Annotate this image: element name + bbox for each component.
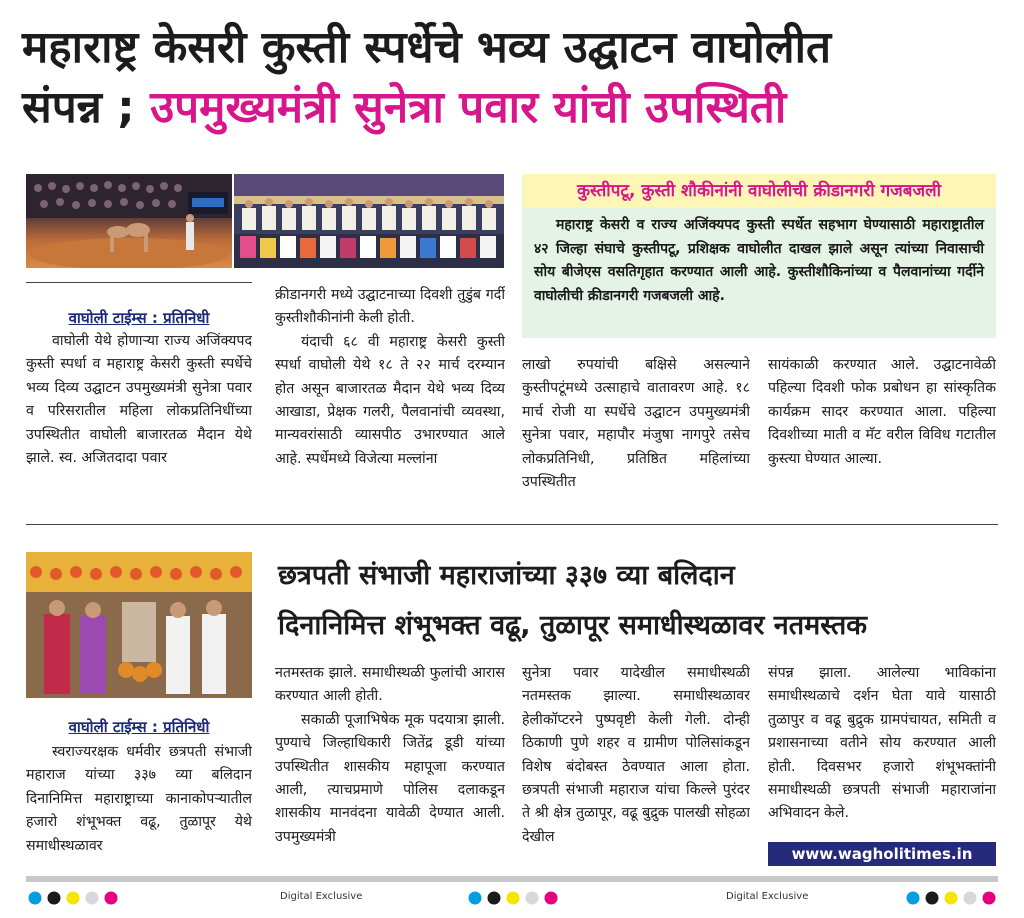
samadhi-tribute-photo <box>26 552 252 698</box>
story1-column-1: वाघोली येथे होणाऱ्या राज्य अजिंक्यपद कुस्ती स्पर्धा व महाराष्ट्र केसरी कुस्ती स्पर्धेचे भव्य दिव्य उद्घाटन उपमुख्यमंत्री सुनेत्रा पवार व परिसरातील महिला लोकप्रतिनिधींच्या उपस्थितीत वाघोली बाजारतळ मैदान येथे झाले. स्व. अजितदादा पवार <box>26 333 252 467</box>
section-divider <box>26 524 998 525</box>
story1-column-4: सायंकाळी करण्यात आले. उद्घाटनावेळी पहिल्या दिवशी फोक प्रबोधन हा सांस्कृतिक कार्यक्रम सादर करण्यात आला. पहिल्या दिवशीच्या माती व मॅट वरील विविध गटातील कुस्त्या घेण्यात आल्या. <box>768 357 996 467</box>
main-headline-line2 <box>22 80 1012 136</box>
story2-byline: वाघोली टाईम्स : प्रतिनिधी <box>68 718 210 736</box>
registration-marks-left <box>28 890 124 904</box>
sidebar-text: महाराष्ट्र केसरी व राज्य अजिंक्यपद कुस्ती स्पर्धेत सहभाग घेण्यासाठी महाराष्ट्रातील ४२ जिल्हा संघाचे कुस्तीपटू, प्रशिक्षक वाघोलीत दाखल झाले असून त्यांच्या निवासाची सोय बीजेएस वसतिगृहात करण्यात आली आहे. कुस्तीशौकिनांच्या व पैलवानांच्या गर्दीने वाघोलीची क्रीडानगरी गजबजली आहे. <box>534 217 984 304</box>
story2-headline-line1: छत्रपती संभाजी महाराजांच्या ३३७ व्या बलिदान <box>278 560 735 591</box>
story2-column-2 <box>275 662 505 865</box>
registration-marks-center <box>468 890 564 904</box>
website-link[interactable]: www.wagholitimes.in <box>768 842 996 866</box>
story1-column-3: लाखो रुपयांची बक्षिसे असल्याने कुस्तीपटूंमध्ये उत्साहाचे वातावरण आहे. १८ मार्च रोजी या स्पर्धेचे उद्घाटन उपमुख्यमंत्री सुनेत्रा पवार, महापौर मंजुषा नागपुरे तसेच लोकप्रतिनिधी, प्रतिष्ठित महिलांच्या उपस्थितीत <box>522 357 750 491</box>
story2-col2-para1: नतमस्तक झाले. समाधीस्थळी फुलांची आरास करण्यात आली होती. <box>275 665 505 705</box>
footer-label-right: Digital Exclusive <box>726 891 809 902</box>
wrestling-bout-photo <box>26 174 232 268</box>
story1-byline: वाघोली टाईम्स : प्रतिनिधी <box>68 309 210 327</box>
footer-label-center: Digital Exclusive <box>280 891 363 902</box>
registration-marks-right <box>906 890 1002 904</box>
story1-column-2 <box>275 284 505 518</box>
headline-pink-part: उपमुख्यमंत्री सुनेत्रा पवार यांची उपस्थिती <box>150 82 787 133</box>
story2-col2-para2: सकाळी पूजाभिषेक मूक पदयात्रा झाली. पुण्याचे जिल्हाधिकारी जितेंद्र डूडी यांच्या उपस्थितीत शासकीय महापूजा करण्यात आली, त्याचप्रमाणे पोलिस दलाकडून शासकीय मानवंदना यावेळी देण्यात आली. उपमुख्यमंत्री <box>275 711 505 845</box>
sidebar-box <box>522 208 996 338</box>
story1-col2-para1: क्रीडानगरी मध्ये उद्घाटनाच्या दिवशी तुडुंब गर्दी कुस्तीशौकीनांनी केली होती. <box>275 287 505 327</box>
sidebar-title: कुस्तीपटू, कुस्ती शौकीनांनी वाघोलीची क्रीडानगरी गजबजली <box>576 181 942 201</box>
story2-column-3: सुनेत्रा पवार यादेखील समाधीस्थळी नतमस्तक झाल्या. समाधीस्थळावर हेलीकॉप्टरने पुष्पवृष्टी केली गेली. दोन्ही ठिकाणी पुणे शहर व ग्रामीण पोलिसांकडून विशेष बंदोबस्त ठेवण्यात आला होता. छत्रपती संभाजी महाराज यांचा किल्ले पुरंदर ते श्री क्षेत्र तुळापूर, वढू बुद्रुक पालखी सोहळा देखील <box>522 665 750 845</box>
story2-column-4: संपन्न झाला. आलेल्या भाविकांना समाधीस्थळाचे दर्शन घेता यावे यासाठी तुळापुर व वढू बुद्रुक ग्रामपंचायत, समिती व प्रशासनाच्या वतीने सोय करण्यात आली होती. दिवसभर हजारो शंभूभक्तांनी समाधीस्थळी छत्रपती संभाजी महाराजांना अभिवादन केले. <box>768 665 996 822</box>
story1-col2-para2: यंदाची ६८ वी महाराष्ट्र केसरी कुस्ती स्पर्धा वाघोली येथे १८ ते २२ मार्च दरम्यान होत असून बाजारतळ मैदान येथे भव्य दिव्य आखाडा, प्रेक्षक गलरी, पैलवानांची व्यवस्था, मान्यवरांसाठी व्यासपीठ उभारण्यात आले आहे. स्पर्धेमध्ये विजेत्या मल्लांना <box>275 333 505 467</box>
story2-headline-line2: दिनानिमित्त शंभूभक्त वढू, तुळापूर समाधीस्थळावर नतमस्तक <box>278 610 867 641</box>
byline-rule <box>26 282 252 283</box>
story2-column-1: स्वराज्यरक्षक धर्मवीर छत्रपती संभाजी महाराज यांच्या ३३७ व्या बलिदान दिनानिमित्त महाराष्ट्राच्या कानाकोपऱ्यातील हजारो शंभूभक्त वढू, तुळापूर येथे समाधीस्थळावर <box>26 744 252 854</box>
dignitaries-stage-photo <box>234 174 504 268</box>
headline-black-part: संपन्न ; <box>22 82 151 133</box>
main-headline-line1: महाराष्ट्र केसरी कुस्ती स्पर्धेचे भव्य उद्घाटन वाघोलीत <box>22 22 832 73</box>
sidebar-title-bar <box>522 174 996 208</box>
footer-rule <box>26 876 998 882</box>
